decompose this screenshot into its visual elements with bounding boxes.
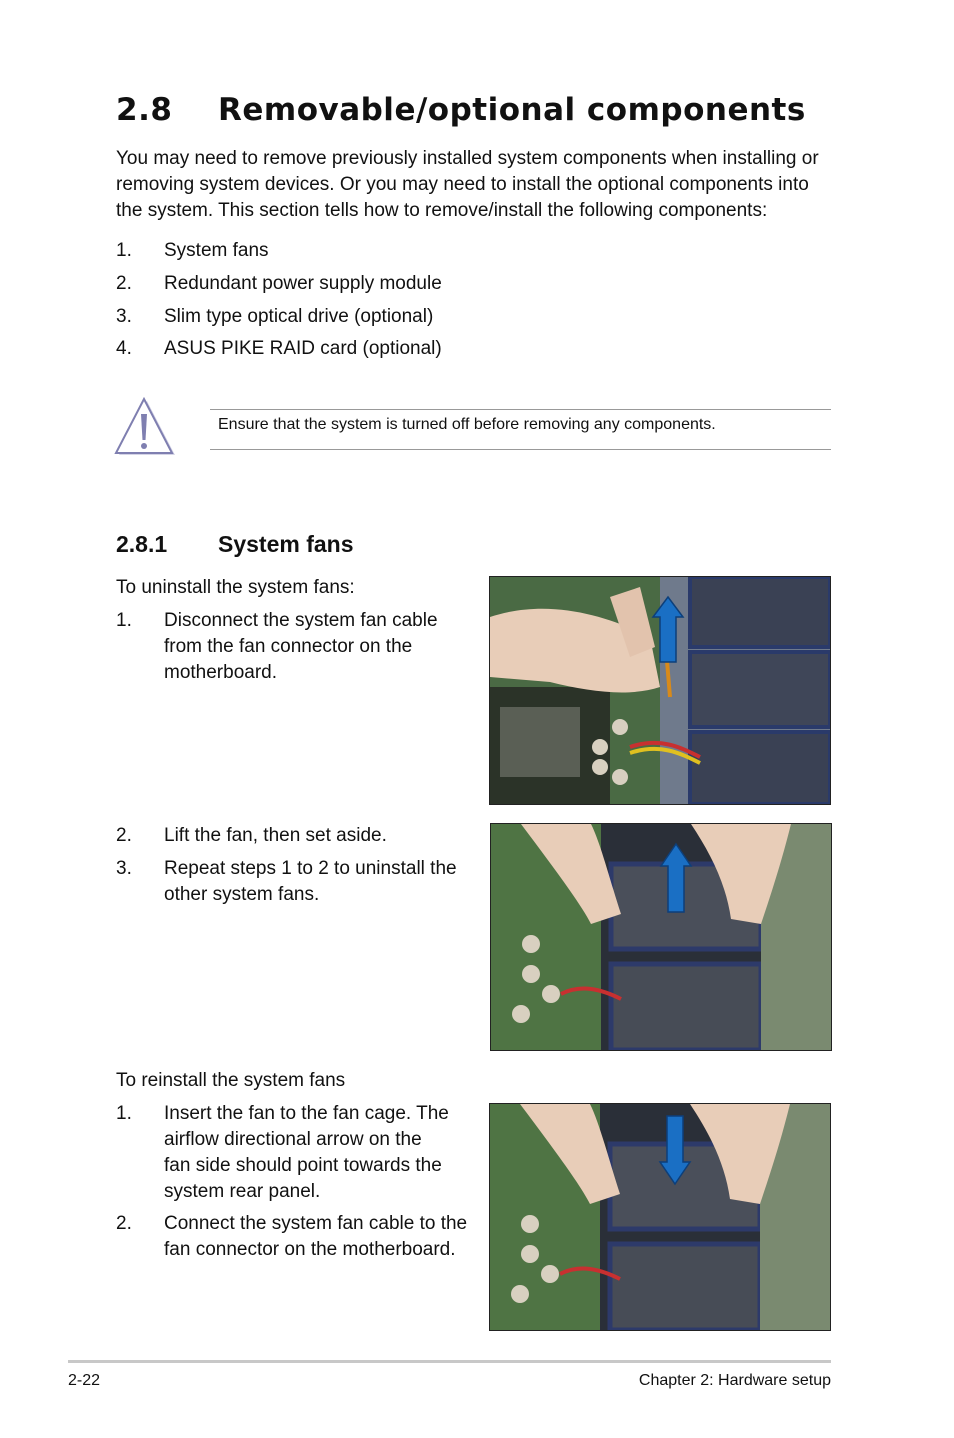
list-item: 4. ASUS PIKE RAID card (optional) xyxy=(116,338,442,359)
list-item: 1. System fans xyxy=(116,240,269,261)
list-item: 3. Repeat steps 1 to 2 to uninstall the other system fans. xyxy=(116,858,457,905)
subsection-heading xyxy=(116,531,354,558)
note-bottom-rule xyxy=(210,449,831,450)
list-item: 3. Slim type optical drive (optional) xyxy=(116,306,434,327)
uninstall-intro: To uninstall the system fans: xyxy=(116,577,355,598)
footer-rule xyxy=(68,1360,831,1363)
section-title: Removable/optional components xyxy=(218,92,806,128)
subsection-number: 2.8.1 xyxy=(116,531,168,557)
list-item: 1. Insert the fan to the fan cage. The airflow directional arrow on the fan side should point towards the system rear panel. xyxy=(116,1103,449,1202)
page-number: 2-22 xyxy=(68,1372,101,1389)
section-heading xyxy=(116,92,806,128)
subsection-title: System fans xyxy=(218,531,354,557)
reinstall-intro: To reinstall the system fans xyxy=(116,1070,346,1091)
chapter-label: Chapter 2: Hardware setup xyxy=(638,1372,831,1389)
section-number: 2.8 xyxy=(116,92,173,128)
list-item: 2. Redundant power supply module xyxy=(116,273,442,294)
photo-disconnect-fan-cable xyxy=(489,576,831,805)
photo-insert-fan xyxy=(489,1103,831,1331)
list-item: 2. Lift the fan, then set aside. xyxy=(116,825,387,846)
warning-triangle-icon xyxy=(114,397,176,457)
note-top-rule xyxy=(210,409,831,410)
list-item: 1. Disconnect the system fan cable from the fan connector on the motherboard. xyxy=(116,610,438,683)
photo-lift-fan xyxy=(490,823,832,1051)
list-item: 2. Connect the system fan cable to the fan connector on the motherboard. xyxy=(116,1213,468,1260)
intro-paragraph: You may need to remove previously installed system components when installing or removing system devices. Or you may need to install the optional components into the system. This section tells how to remove/install the following components: xyxy=(116,148,819,221)
caution-text: Ensure that the system is turned off before removing any components. xyxy=(218,416,716,433)
